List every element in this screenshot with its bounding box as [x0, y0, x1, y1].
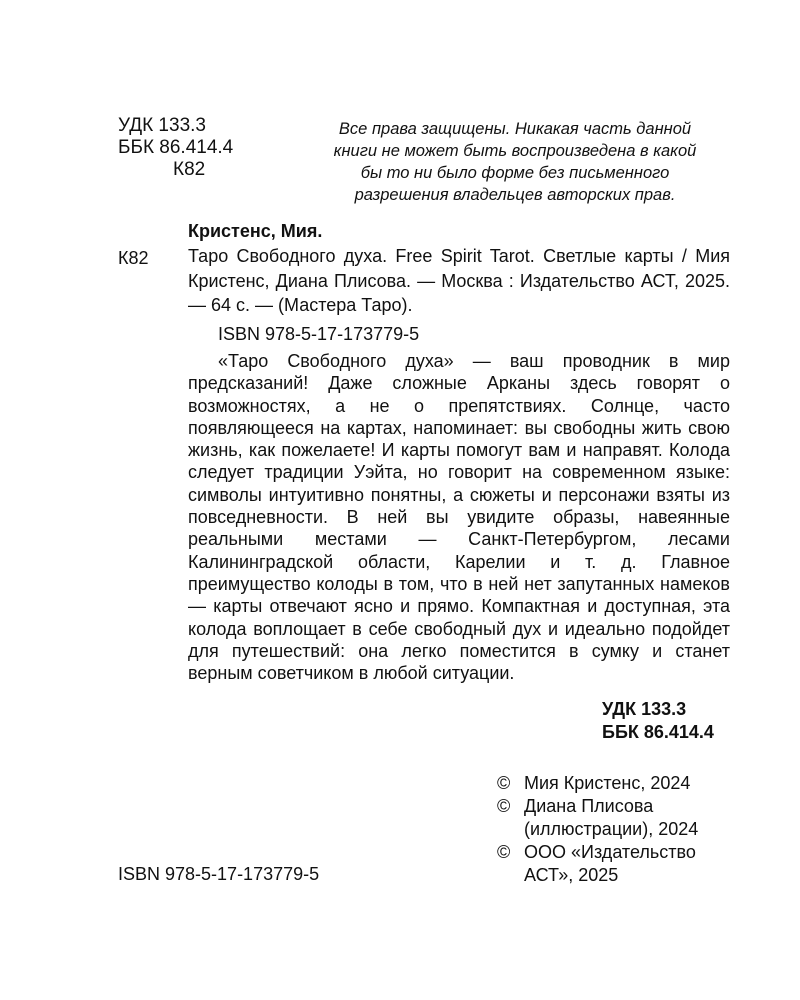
bibliographic-description: Таро Свободного духа. Free Spirit Tarot. Светлые карты / Мия Кристенс, Диана Плисова. — Москва : Издательство АСТ, 2025. — 64 с. — (Мастера Таро). [188, 246, 730, 315]
copyright-illustrator [497, 795, 698, 841]
copyright-author [497, 772, 698, 795]
copyright-text: АСТ», 2025 [524, 865, 619, 885]
rights-line: разрешения владельцев авторских прав. [354, 186, 676, 204]
copyright-symbol: © [497, 796, 511, 816]
classification-codes [118, 115, 233, 181]
annotation [188, 350, 730, 684]
copyright-text: Мия Кристенс, 2024 [524, 773, 691, 793]
copyright-text: ООО «Издательство [524, 842, 696, 862]
bbk-code: ББК 86.414.4 [118, 137, 234, 158]
author-sign-code: К82 [173, 159, 206, 180]
copyright-publisher [497, 841, 698, 887]
isbn-main: ISBN 978-5-17-173779-5 [218, 324, 420, 344]
copyright-symbol: © [497, 842, 511, 862]
rights-notice [300, 118, 730, 206]
copyright-text: Диана Плисова [524, 796, 654, 816]
classification-codes-bottom [602, 698, 714, 744]
rights-line: Все права защищены. Никакая часть данной [338, 120, 692, 138]
author-sign-side: К82 [118, 248, 149, 268]
bbk-code-bottom: ББК 86.414.4 [602, 722, 714, 742]
udk-code-bottom: УДК 133.3 [602, 699, 687, 719]
annotation-text: «Таро Свободного духа» — ваш проводник в мир предсказаний! Даже сложные Арканы здесь говорят о возможностях, а не о препятствиях. Солнце, часто появляющееся на картах, напоминает: вы свободны жить свою жизнь, как пожелаете! И карты помогут вам и направят. Колода следует традиции Уэйта, но говорит на современном языке: символы интуитивно понятны, а сюжеты и персонажи взяты из повседневности. В ней вы увидите образы, навеянные реальными местами — Санкт-Петербургом, лесами Калининградской области, Карелии и т. д. Главное преимущество колоды в том, что в ней нет запутанных намеков — карты отвечают ясно и прямо. Компактная и доступная, эта колода воплощает в себе свободный дух и идеально подойдет для путешествий: она легко поместится в сумку и станет верным советчиком в любой ситуации. [188, 351, 730, 684]
rights-line: книги не может быть воспроизведена в какой [333, 142, 697, 160]
copyright-text: (иллюстрации), 2024 [524, 819, 699, 839]
udk-code: УДК 133.3 [118, 115, 206, 136]
isbn-bottom: ISBN 978-5-17-173779-5 [118, 864, 320, 884]
copyright-symbol: © [497, 773, 511, 793]
author-heading: Кристенс, Мия. [188, 221, 323, 241]
copyright-block [497, 772, 698, 887]
rights-line: бы то ни было форме без письменного [360, 164, 670, 182]
